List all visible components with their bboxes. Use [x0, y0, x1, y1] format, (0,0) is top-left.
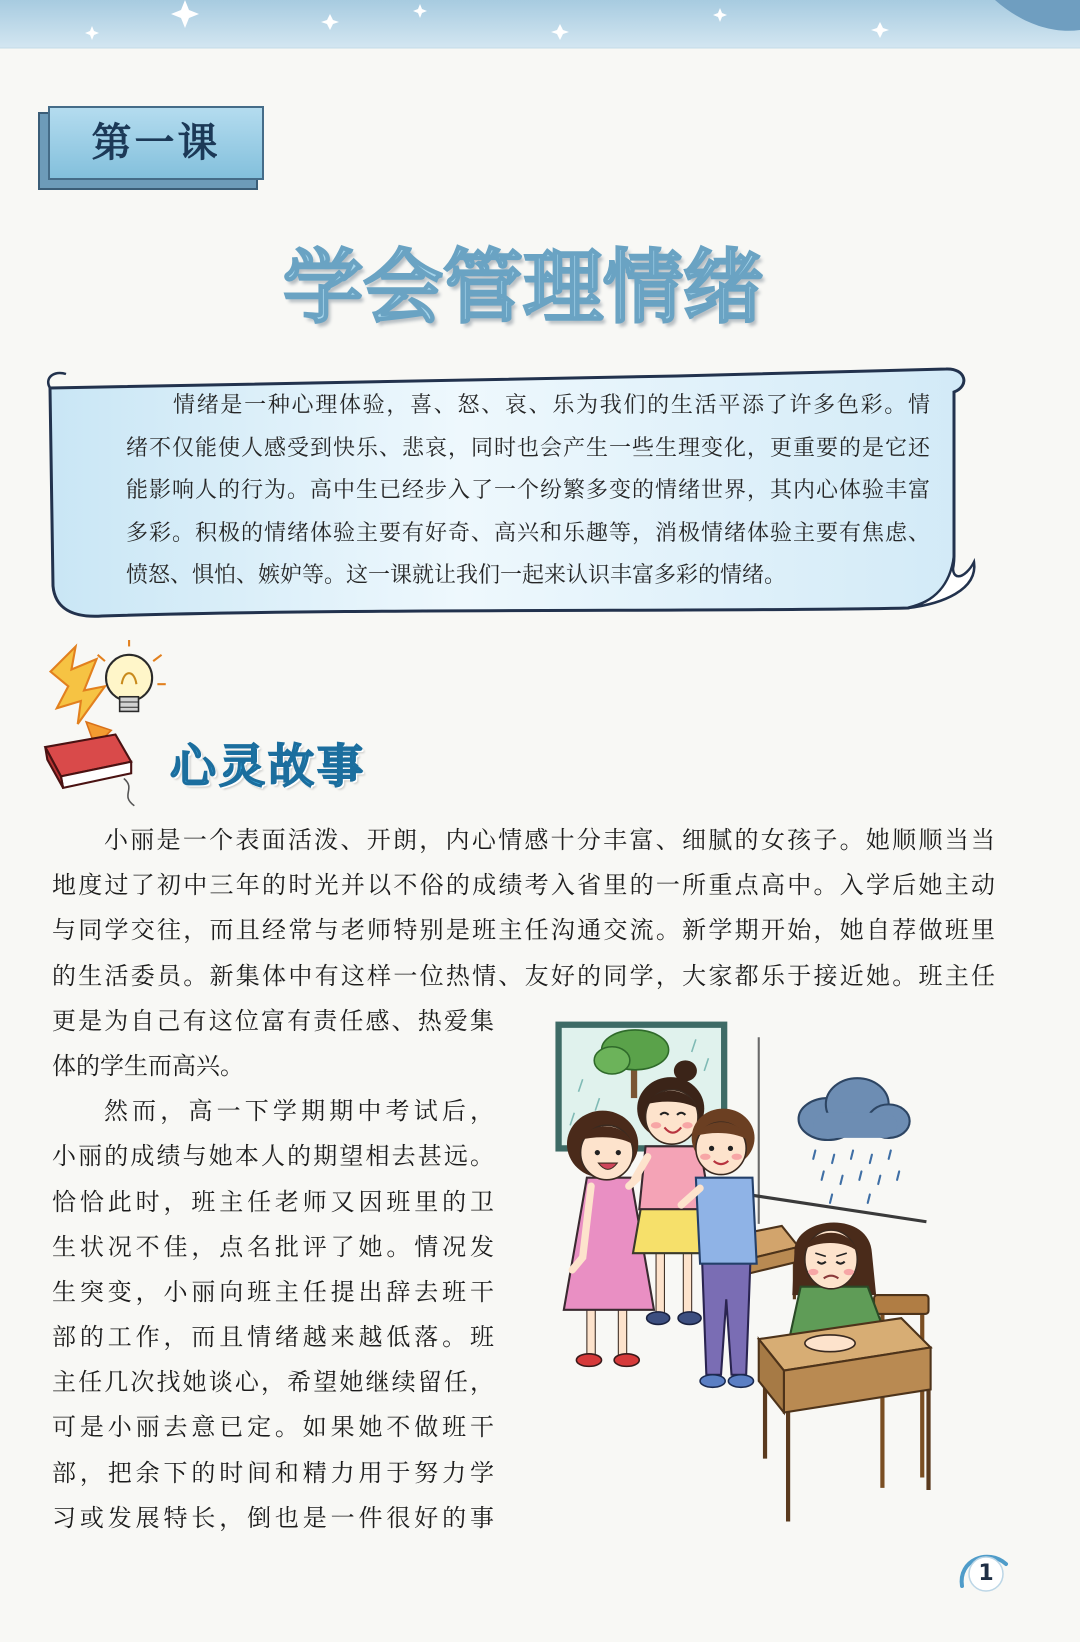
story-line: 生状况不佳，点名批评了她。情况发	[52, 1232, 494, 1261]
intro-line: 愤怒、惧怕、嫉妒等。这一课就让我们一起来认识丰富多彩的情绪。	[126, 563, 787, 588]
intro-line: 能影响人的行为。高中生已经步入了一个纷繁多变的情绪世界，其内心体验丰富	[126, 478, 930, 503]
intro-line: 多彩。积极的情绪体验主要有好奇、高兴和乐趣等，消极情绪体验主要有焦虑、	[126, 520, 930, 546]
lightbulb-book-icon	[40, 640, 171, 808]
intro-line: 情绪是一种心理体验，喜、怒、哀、乐为我们的生活平添了许多色彩。情	[173, 393, 930, 418]
story-line: 的生活委员。新集体中有这样一位热情、友好的同学，大家都乐于接近她。班主任	[52, 961, 995, 990]
book	[45, 734, 131, 787]
story-line: 更是为自己有这位富有责任感、热爱集	[52, 1006, 494, 1035]
intro-paragraph	[126, 385, 930, 598]
lesson-label	[48, 106, 264, 180]
story-line: 小丽的成绩与她本人的期望相去甚远。	[52, 1142, 494, 1171]
story-line: 主任几次找她谈心，希望她继续留任，	[52, 1368, 494, 1397]
story-line: 生突变，小丽向班主任提出辞去班干	[52, 1277, 494, 1306]
intro-line: 绪不仅能使人感受到快乐、悲哀，同时也会产生一些生理变化，更重要的是它还	[126, 435, 930, 461]
story-line: 部的工作，而且情绪越来越低落。班	[52, 1323, 494, 1352]
top-banner	[0, 0, 1080, 52]
page-title: 学会管理情绪	[283, 241, 763, 334]
lesson-label-text: 第一课	[91, 120, 221, 166]
story-line: 恰恰此时，班主任老师又因班里的卫	[52, 1187, 494, 1216]
lightbulb	[98, 640, 166, 711]
story-line: 部，把余下的时间和精力用于努力学	[52, 1458, 494, 1487]
story-line: 地度过了初中三年的时光并以不俗的成绩考入省里的一所重点高中。入学后她主动	[52, 871, 995, 900]
story-line: 小丽是一个表面活泼、开朗，内心情感十分丰富、细腻的女孩子。她顺顺当当	[104, 826, 995, 854]
story-line: 然而，高一下学期期中考试后，	[104, 1097, 494, 1126]
story-line: 体的学生而高兴。	[52, 1051, 244, 1080]
section-title: 心灵故事	[170, 739, 366, 793]
wall-baseline	[734, 1192, 927, 1221]
story-line: 可是小丽去意已定。如果她不做班干	[52, 1413, 494, 1442]
story-line: 习或发展特长，倒也是一件很好的事	[52, 1503, 494, 1532]
page-number: 1	[978, 1561, 994, 1586]
rain-cloud	[799, 1078, 910, 1203]
student-girl-sad	[759, 1222, 931, 1521]
classroom-illustration	[524, 1011, 939, 1531]
story-line: 与同学交往，而且经常与老师特别是班主任沟通交流。新学期开始，她自荐做班里	[52, 916, 995, 945]
